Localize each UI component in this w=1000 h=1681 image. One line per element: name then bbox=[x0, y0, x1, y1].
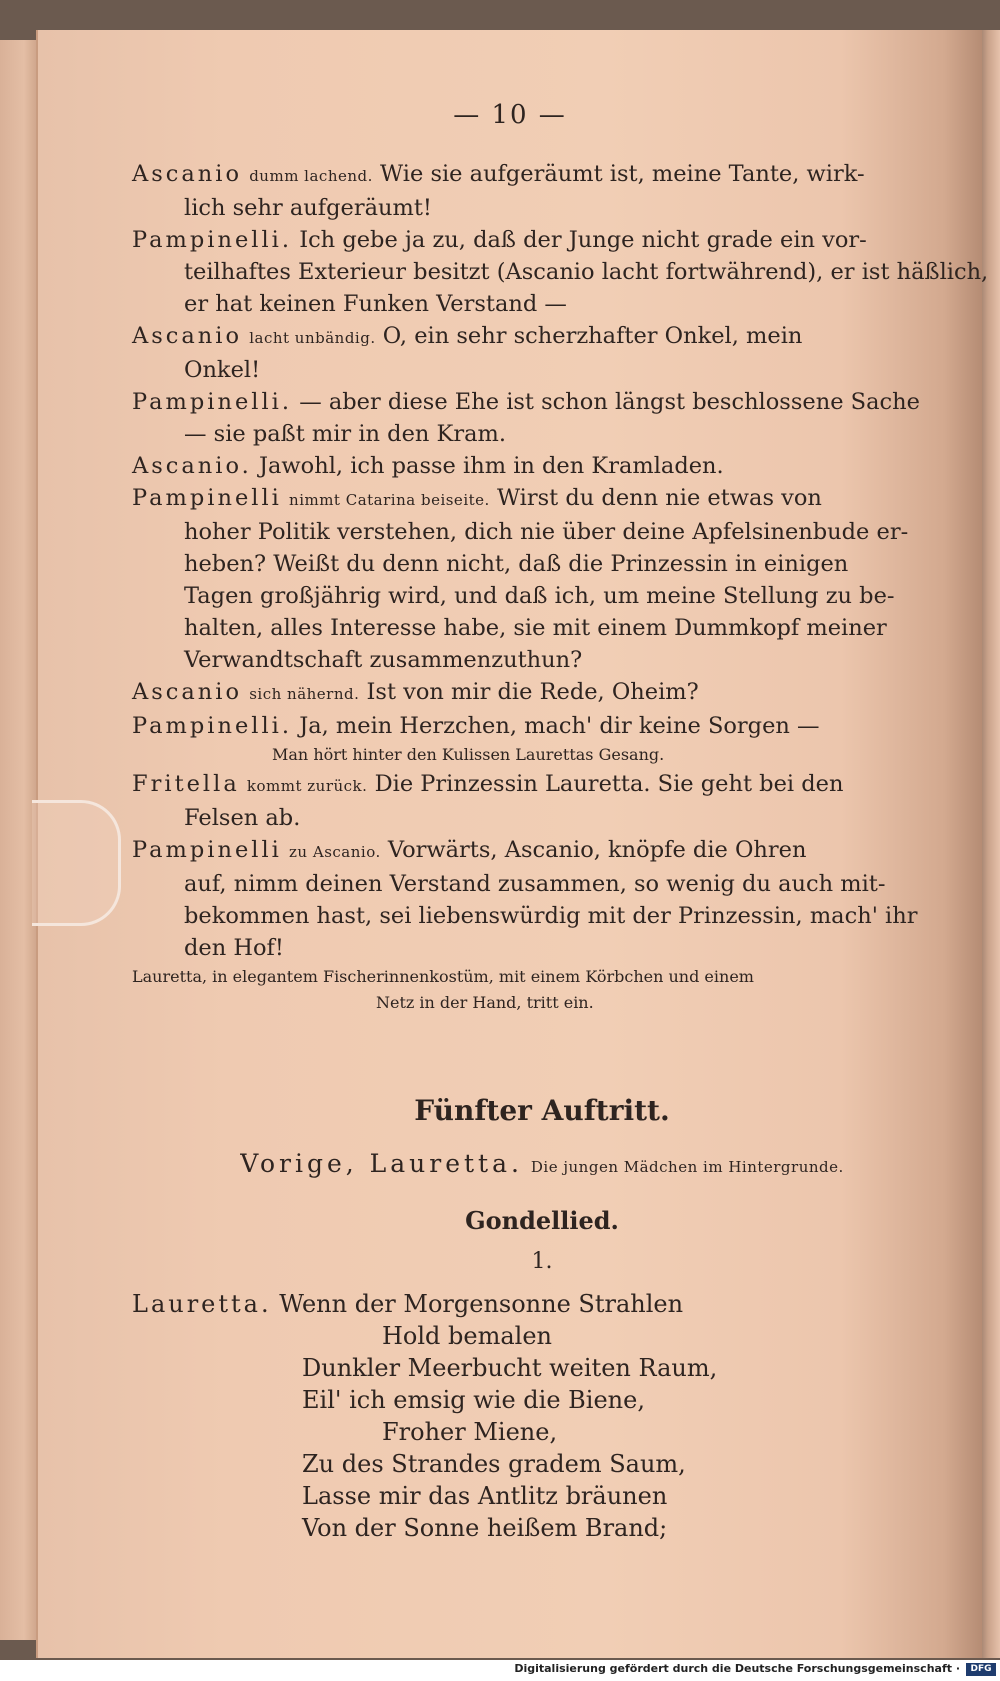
speaker-name: Ascanio bbox=[132, 323, 243, 349]
speech-continuation-line bbox=[132, 580, 932, 612]
speech-continuation-line bbox=[132, 868, 932, 900]
song-line-text: Froher Miene, bbox=[382, 1418, 558, 1446]
speech-text: Ist von mir die Rede, Oheim? bbox=[366, 679, 699, 705]
speech-first-line bbox=[132, 482, 932, 516]
song-line bbox=[132, 1416, 932, 1448]
song-line-text: Dunkler Meerbucht weiten Raum, bbox=[302, 1354, 718, 1382]
speech-text: Jawohl, ich passe ihm in den Kramladen. bbox=[258, 453, 724, 479]
scene-heading: Fünfter Auftritt. bbox=[414, 1094, 670, 1127]
speech-text: O, ein sehr scherzhafter Onkel, mein bbox=[382, 323, 803, 349]
speaker-name: Pampinelli. bbox=[132, 713, 293, 739]
speech-continuation-line bbox=[132, 644, 932, 676]
dfg-logo: DFG bbox=[966, 1663, 996, 1676]
speaker-name: Ascanio bbox=[132, 679, 243, 705]
song-line-text: Von der Sonne heißem Brand; bbox=[302, 1514, 668, 1542]
song-line-text: Wenn der Morgensonne Strahlen bbox=[279, 1290, 684, 1318]
speech-text: Tagen großjährig wird, und daß ich, um meine Stellung zu be- bbox=[184, 583, 895, 609]
speech-text: auf, nimm deinen Verstand zusammen, so wenig du auch mit- bbox=[184, 871, 886, 897]
speech-first-line bbox=[132, 450, 932, 482]
page-body bbox=[132, 158, 989, 1544]
speech-text: Wie sie aufgeräumt ist, meine Tante, wirk- bbox=[380, 161, 865, 187]
speech-text: Ich gebe ja zu, daß der Junge nicht grade ein vor- bbox=[299, 227, 867, 253]
speech-continuation-line bbox=[132, 418, 932, 450]
speaker-name: Fritella bbox=[132, 771, 240, 797]
song-line-text: Lasse mir das Antlitz bräunen bbox=[302, 1482, 668, 1510]
speech-first-line bbox=[132, 710, 932, 742]
speech-text: Vorwärts, Ascanio, knöpfe die Ohren bbox=[387, 837, 807, 863]
book-page bbox=[36, 30, 989, 1658]
stage-block-line: Netz in der Hand, tritt ein. bbox=[376, 993, 594, 1012]
speech-continuation-line bbox=[132, 548, 932, 580]
stage-direction: kommt zurück. bbox=[246, 777, 368, 795]
stage-direction: zu Ascanio. bbox=[289, 843, 381, 861]
speech-text: halten, alles Interesse habe, sie mit einem Dummkopf meiner bbox=[184, 615, 887, 641]
speech-first-line bbox=[132, 158, 932, 192]
speech-text: — sie paßt mir in den Kram. bbox=[184, 421, 507, 447]
speaker-name: Pampinelli. bbox=[132, 389, 293, 415]
footer-credit: Digitalisierung gefördert durch die Deutsche Forschungsgemeinschaft · bbox=[514, 1662, 960, 1675]
speech-first-line bbox=[132, 320, 932, 354]
speech-continuation-line bbox=[132, 516, 932, 548]
song-line bbox=[132, 1352, 932, 1384]
speech-text: Ja, mein Herzchen, mach' dir keine Sorgen — bbox=[299, 713, 820, 739]
song-lyrics bbox=[132, 1288, 932, 1544]
stage-direction-line: Man hört hinter den Kulissen Laurettas Gesang. bbox=[272, 745, 665, 764]
speech-continuation-line bbox=[132, 192, 932, 224]
singer-name: Lauretta. bbox=[132, 1290, 272, 1318]
stage-direction: nimmt Catarina beiseite. bbox=[289, 491, 490, 509]
speech-text: teilhaftes Exterieur besitzt (Ascanio lacht fortwährend), er ist häßlich, bbox=[184, 259, 989, 285]
speech-first-line bbox=[132, 768, 932, 802]
stage-block-line: Lauretta, in elegantem Fischerinnenkostüm, mit einem Körbchen und einem bbox=[132, 967, 754, 986]
speech-text: Die Prinzessin Lauretta. Sie geht bei den bbox=[374, 771, 844, 797]
speaker-name: Ascanio bbox=[132, 161, 243, 187]
speech-first-line bbox=[132, 834, 932, 868]
speech-continuation-line bbox=[132, 256, 989, 288]
speech-text: Onkel! bbox=[184, 357, 261, 383]
speaker-name: Pampinelli bbox=[132, 485, 282, 511]
song-line bbox=[132, 1512, 932, 1544]
speaker-name: Pampinelli bbox=[132, 837, 282, 863]
song-line-text: Hold bemalen bbox=[382, 1322, 553, 1350]
song-title: Gondellied. bbox=[465, 1206, 619, 1235]
speech-text: — aber diese Ehe ist schon längst beschlossene Sache bbox=[299, 389, 920, 415]
speech-text: hoher Politik verstehen, dich nie über deine Apfelsinenbude er- bbox=[184, 519, 909, 545]
speaker-name: Pampinelli. bbox=[132, 227, 293, 253]
digitization-footer bbox=[0, 1660, 1000, 1681]
song-line bbox=[132, 1480, 932, 1512]
stage-direction: sich nähernd. bbox=[249, 685, 360, 703]
speech-first-line bbox=[132, 224, 932, 256]
cast-note: Die jungen Mädchen im Hintergrunde. bbox=[530, 1158, 844, 1176]
speech-text: heben? Weißt du denn nicht, daß die Prinzessin in einigen bbox=[184, 551, 849, 577]
song-line-text: Zu des Strandes gradem Saum, bbox=[302, 1450, 686, 1478]
song-line bbox=[132, 1384, 932, 1416]
song-line bbox=[132, 1288, 932, 1320]
stage-direction: lacht unbändig. bbox=[249, 329, 376, 347]
speech-continuation-line bbox=[132, 932, 932, 964]
speech-continuation-line bbox=[132, 288, 932, 320]
stage-direction: dumm lachend. bbox=[249, 167, 373, 185]
cast-names: Vorige, Lauretta. bbox=[240, 1149, 523, 1178]
song-line bbox=[132, 1448, 932, 1480]
speech-text: er hat keinen Funken Verstand — bbox=[184, 291, 567, 317]
speech-text: bekommen hast, sei liebenswürdig mit der Prinzessin, mach' ihr bbox=[184, 903, 918, 929]
speech-continuation-line bbox=[132, 612, 932, 644]
dialogue-block bbox=[132, 158, 989, 1016]
page-number: — 10 — bbox=[453, 100, 567, 130]
scene-cast bbox=[132, 1149, 952, 1178]
speech-text: Verwandtschaft zusammenzuthun? bbox=[184, 647, 583, 673]
speech-text: den Hof! bbox=[184, 935, 284, 961]
speech-continuation-line bbox=[132, 900, 932, 932]
speech-first-line bbox=[132, 386, 932, 418]
song-line-text: Eil' ich emsig wie die Biene, bbox=[302, 1386, 645, 1414]
speech-text: Felsen ab. bbox=[184, 805, 301, 831]
speech-text: Wirst du denn nie etwas von bbox=[496, 485, 822, 511]
speech-continuation-line bbox=[132, 802, 932, 834]
speaker-name: Ascanio. bbox=[132, 453, 252, 479]
speech-continuation-line bbox=[132, 354, 932, 386]
song-line bbox=[132, 1320, 932, 1352]
speech-text: lich sehr aufgeräumt! bbox=[184, 195, 432, 221]
page-text bbox=[38, 30, 989, 1658]
speech-first-line bbox=[132, 676, 932, 710]
verse-number: 1. bbox=[531, 1249, 553, 1274]
